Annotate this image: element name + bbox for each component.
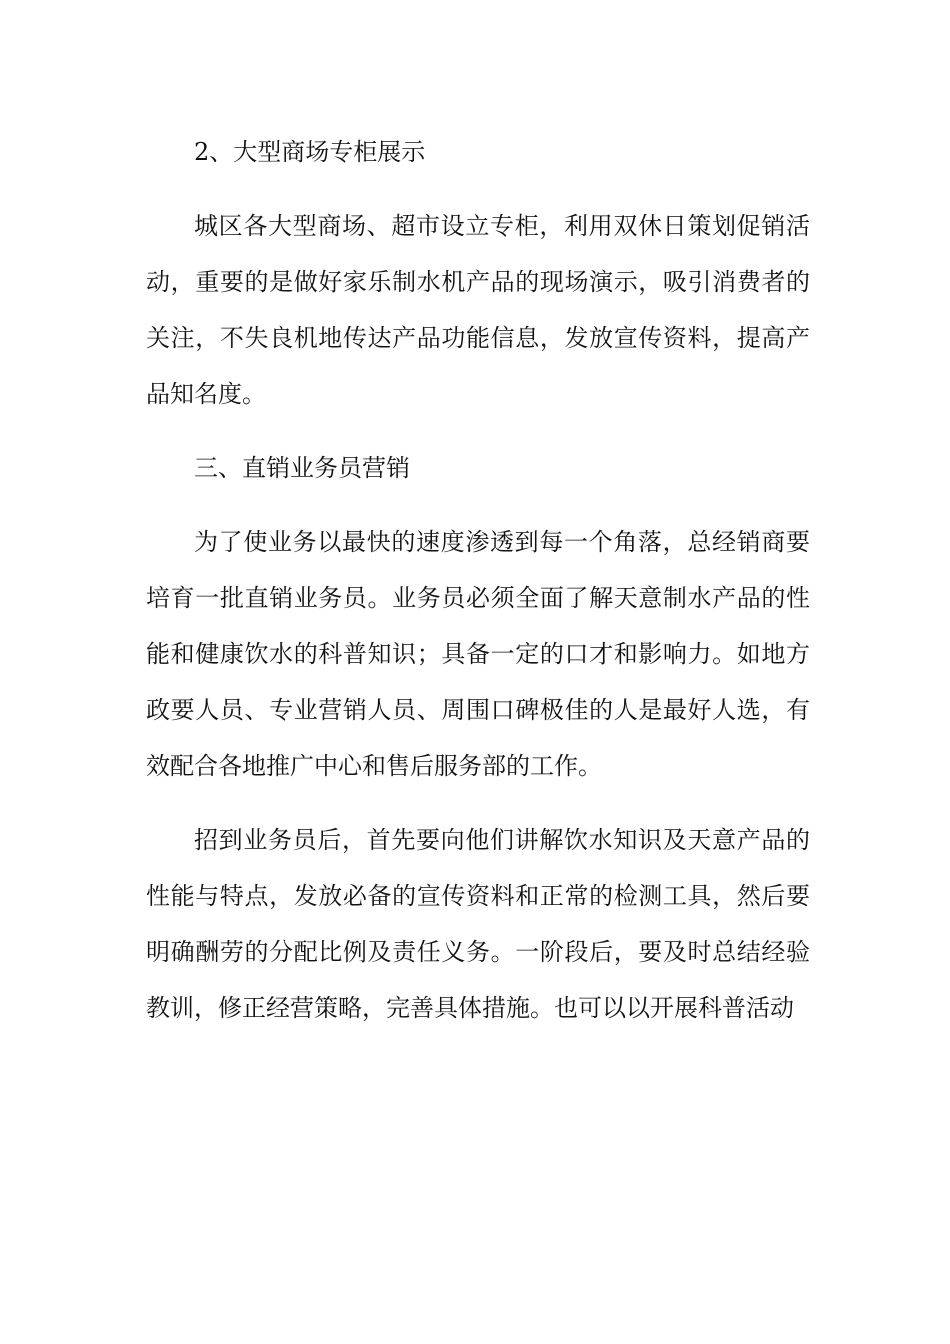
- document-body: [146, 124, 810, 1054]
- section-heading-mall-counters: 2、大型商场专柜展示: [194, 138, 426, 166]
- paragraph-mall-counters: 城区各大型商场、超市设立专柜，利用双休日策划促销活动，重要的是做好家乐制水机产品的现场演示，吸引消费者的关注，不失良机地传达产品功能信息，发放宣传资料，提高产品知名度。: [146, 212, 810, 408]
- paragraph-salesperson-training: 招到业务员后，首先要向他们讲解饮水知识及天意产品的性能与特点，发放必备的宣传资料和正常的检测工具，然后要明确酬劳的分配比例及责任义务。一阶段后，要及时总结经验教训，修正经营策略，完善具体措施。也可以以开展科普活动: [146, 826, 810, 1022]
- paragraph-direct-sales: 为了使业务以最快的速度渗透到每一个角落，总经销商要培育一批直销业务员。业务员必须全面了解天意制水产品的性能和健康饮水的科普知识；具备一定的口才和影响力。如地方政要人员、专业营销人员、周围口碑极佳的人是最好人选，有效配合各地推广中心和售后服务部的工作。: [146, 528, 810, 780]
- section-heading-direct-sales: 三、直销业务员营销: [194, 454, 410, 482]
